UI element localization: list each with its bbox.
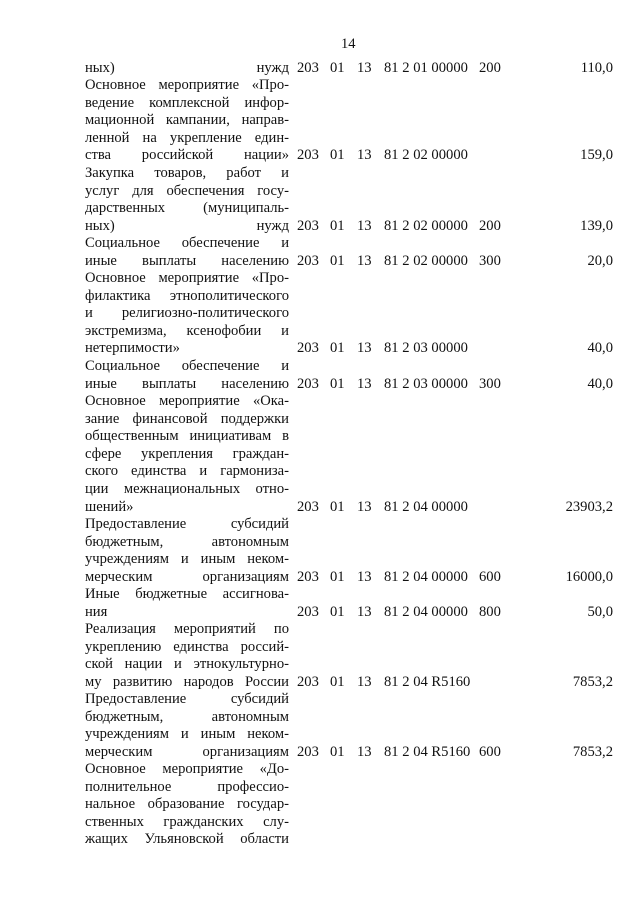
ministry-code: 203 (297, 217, 319, 234)
subsection-code: 13 (357, 743, 372, 760)
ministry-code: 203 (297, 743, 319, 760)
amount-value: 139,0 (580, 217, 613, 234)
target-article-code: 81 2 04 00000 (384, 568, 468, 585)
description-line: ленной на укрепление един- (85, 129, 289, 146)
subsection-code: 13 (357, 603, 372, 620)
row-description (85, 235, 289, 270)
description-line: му развитию народов России (85, 673, 289, 690)
row-description (85, 691, 289, 761)
description-line: нетерпимости» (85, 340, 180, 357)
target-article-code: 81 2 03 00000 (384, 375, 468, 392)
ministry-code: 203 (297, 673, 319, 690)
expense-type-code: 200 (479, 60, 501, 76)
description-line: ства российской нации» (85, 147, 289, 164)
description-line: ской нации и этнокультурно- (85, 656, 289, 673)
row-description (85, 621, 289, 691)
amount-value: 159,0 (580, 147, 613, 164)
description-line: услуг для обеспечения госу- (85, 182, 289, 199)
row-description (85, 516, 289, 586)
target-article-code: 81 2 04 00000 (384, 498, 468, 515)
description-line: Иные бюджетные ассигнова- (85, 586, 289, 602)
description-line: жащих Ульяновской области (85, 831, 289, 848)
description-line: бюджетным, автономным (85, 533, 289, 550)
description-line: бюджетным, автономным (85, 708, 289, 725)
expense-type-code: 300 (479, 375, 501, 392)
subsection-code: 13 (357, 252, 372, 269)
description-line: Закупка товаров, работ и (85, 165, 289, 181)
ministry-code: 203 (297, 147, 319, 164)
description-line: дарственных (муниципаль- (85, 200, 289, 217)
subsection-code: 13 (357, 340, 372, 357)
description-line: Основное мероприятие «До- (85, 761, 289, 777)
section-code: 01 (330, 498, 345, 515)
description-line: полнительное профессио- (85, 778, 289, 795)
subsection-code: 13 (357, 673, 372, 690)
section-code: 01 (330, 673, 345, 690)
subsection-code: 13 (357, 498, 372, 515)
row-description (85, 77, 289, 165)
amount-value: 23903,2 (565, 498, 613, 515)
target-article-code: 81 2 04 R5160 (384, 743, 471, 760)
target-article-code: 81 2 02 00000 (384, 252, 468, 269)
amount-value: 16000,0 (565, 568, 613, 585)
description-line: филактика этнополитического (85, 287, 289, 304)
subsection-code: 13 (357, 60, 372, 76)
description-line: мерческим организациям (85, 743, 289, 760)
description-line: и религиозно-политического (85, 305, 289, 322)
row-description (85, 165, 289, 235)
description-line: ского единства и гармониза- (85, 463, 289, 480)
amount-value: 7853,2 (572, 743, 613, 760)
description-line: Предоставление субсидий (85, 516, 289, 532)
section-code: 01 (330, 252, 345, 269)
section-code: 01 (330, 568, 345, 585)
description-line: Основное мероприятие «Про- (85, 270, 289, 286)
ministry-code: 203 (297, 340, 319, 357)
target-article-code: 81 2 01 00000 (384, 60, 468, 76)
description-line: иные выплаты населению (85, 375, 289, 392)
description-line: Реализация мероприятий по (85, 621, 289, 637)
target-article-code: 81 2 02 00000 (384, 147, 468, 164)
amount-value: 50,0 (587, 603, 613, 620)
description-line: ных) нужд (85, 217, 289, 234)
subsection-code: 13 (357, 217, 372, 234)
target-article-code: 81 2 03 00000 (384, 340, 468, 357)
description-line: общественным инициативам в (85, 428, 289, 445)
expense-type-code: 300 (479, 252, 501, 269)
description-line: ведение комплексной инфор- (85, 94, 289, 111)
description-line: экстремизма, ксенофобии и (85, 322, 289, 339)
amount-value: 40,0 (587, 340, 613, 357)
description-line: мерческим организациям (85, 568, 289, 585)
expense-type-code: 600 (479, 743, 501, 760)
ministry-code: 203 (297, 568, 319, 585)
section-code: 01 (330, 147, 345, 164)
description-line: ственных гражданских слу- (85, 813, 289, 830)
ministry-code: 203 (297, 603, 319, 620)
row-description (85, 270, 289, 358)
subsection-code: 13 (357, 568, 372, 585)
description-line: учреждениям и иным неком- (85, 551, 289, 568)
subsection-code: 13 (357, 147, 372, 164)
section-code: 01 (330, 217, 345, 234)
row-description (85, 393, 289, 516)
subsection-code: 13 (357, 375, 372, 392)
expense-type-code: 200 (479, 217, 501, 234)
description-line: мационной кампании, направ- (85, 112, 289, 129)
description-line: сфере укрепления граждан- (85, 445, 289, 462)
description-line: ния (85, 603, 108, 620)
amount-value: 40,0 (587, 375, 613, 392)
description-line: учреждениям и иным неком- (85, 726, 289, 743)
amount-value: 20,0 (587, 252, 613, 269)
description-line: Предоставление субсидий (85, 691, 289, 707)
description-line: иные выплаты населению (85, 252, 289, 269)
section-code: 01 (330, 375, 345, 392)
amount-value: 110,0 (580, 60, 613, 76)
section-code: 01 (330, 340, 345, 357)
row-description (85, 358, 289, 393)
target-article-code: 81 2 04 R5160 (384, 673, 471, 690)
description-line: укреплению единства россий- (85, 638, 289, 655)
expense-type-code: 600 (479, 568, 501, 585)
description-line: Социальное обеспечение и (85, 235, 289, 251)
ministry-code: 203 (297, 375, 319, 392)
expense-type-code: 800 (479, 603, 501, 620)
description-line: ции межнациональных отно- (85, 480, 289, 497)
page-number: 14 (341, 36, 356, 52)
ministry-code: 203 (297, 498, 319, 515)
description-line: Основное мероприятие «Про- (85, 77, 289, 93)
description-line: шений» (85, 498, 134, 515)
section-code: 01 (330, 60, 345, 76)
description-line: нальное образование государ- (85, 796, 289, 813)
row-description (85, 60, 289, 78)
ministry-code: 203 (297, 252, 319, 269)
target-article-code: 81 2 02 00000 (384, 217, 468, 234)
description-line: Основное мероприятие «Ока- (85, 393, 289, 409)
description-line: ных) нужд (85, 60, 289, 76)
row-description (85, 761, 289, 849)
row-description (85, 586, 289, 621)
description-line: зание финансовой поддержки (85, 410, 289, 427)
amount-value: 7853,2 (572, 673, 613, 690)
ministry-code: 203 (297, 60, 319, 76)
section-code: 01 (330, 743, 345, 760)
description-line: Социальное обеспечение и (85, 358, 289, 374)
section-code: 01 (330, 603, 345, 620)
target-article-code: 81 2 04 00000 (384, 603, 468, 620)
